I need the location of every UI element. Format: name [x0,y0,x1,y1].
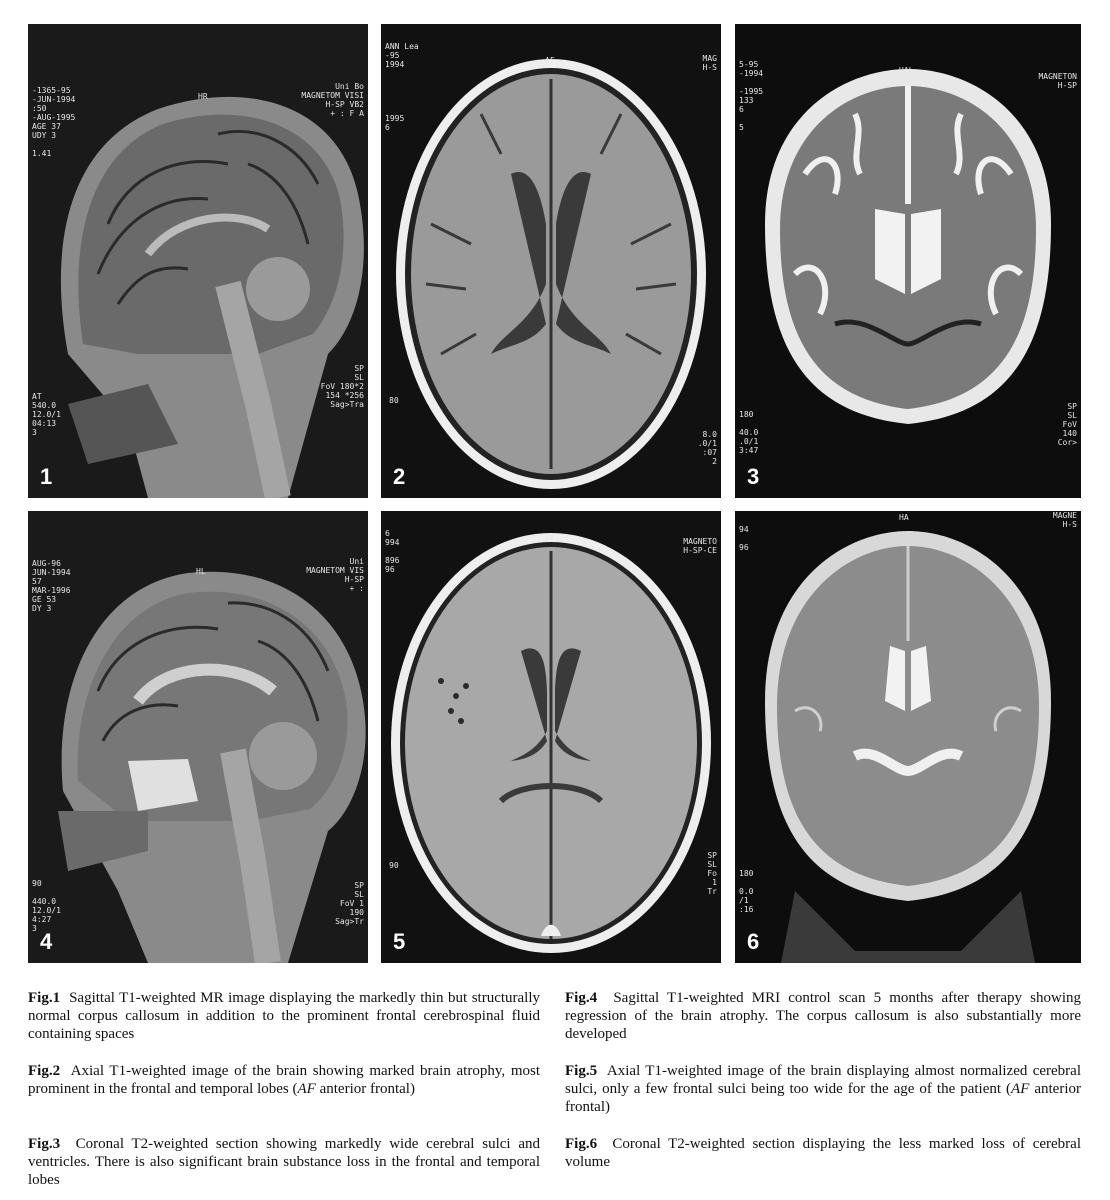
orientation-label: AF [545,56,555,65]
figure-5-axial-mri [381,511,721,963]
scan-info-top-left: AUG-96 JUN-1994 57 MAR-1996 GE 53 DY 3 [32,559,71,613]
caption-text: Axial T1-weighted image of the brain displaying almost normalized cerebral sulci, only a few frontal sulci being too wide for the age of the patient ( [565,1063,1081,1097]
caption-text-end: anterior frontal) [315,1081,415,1097]
caption-fig-5 [565,1062,1081,1116]
axial-brain-image [381,24,721,498]
figure-1-sagittal-mri [28,24,368,498]
scanner-info-top-right: Uni Bo MAGNETOM VISI H-SP VB2 + : F A [301,82,364,118]
caption-fig-6 [565,1135,1081,1171]
figure-number-label: 6 [747,929,760,954]
orientation-label: HAL [899,66,914,75]
scan-params-bottom-left: AT 540.0 12.0/1 04:13 3 [32,392,61,437]
caption-label: Fig.3 [28,1136,61,1152]
caption-text: Sagittal T1-weighted MRI control scan 5 months after therapy showing regression of the brain atrophy. The corpus callosum is also substantially more developed [565,990,1081,1042]
figure-number-label: 5 [393,929,406,954]
figure-3-coronal-mri [735,24,1081,498]
figure-number-label: 3 [747,464,760,489]
caption-text: Coronal T2-weighted section displaying the less marked loss of cerebral volume [565,1136,1082,1170]
caption-label: Fig.5 [565,1063,598,1079]
caption-label: Fig.2 [28,1063,61,1079]
scanner-info-top-right: MAGNETO H-SP-CE [683,537,717,555]
figure-number-label: 4 [40,929,53,954]
scan-params-bottom-left: 90 [389,861,399,870]
caption-label: Fig.4 [565,990,598,1006]
caption-abbreviation: AF [297,1081,316,1097]
scanner-info-top-right: MAGNETON H-SP [1038,72,1077,90]
figure-number-label: 1 [40,464,53,489]
caption-fig-1 [28,989,540,1043]
scan-info-top-left: 94 96 [739,525,749,552]
coronal-brain-image [735,24,1081,498]
caption-text-end: anterior frontal) [565,1081,1081,1115]
figure-number-label: 2 [393,464,406,489]
scan-params-bottom-right: SP SL FoV 1 190 Sag>Tr [335,881,364,926]
caption-fig-4 [565,989,1081,1043]
scanner-info-top-right: MAGNE H-S [1052,511,1077,529]
scanner-info-top-right: Uni MAGNETOM VIS H-SP + : [306,557,364,593]
scan-params-bottom-right: SP SL FoV 140 Cor> [1057,402,1077,447]
orientation-label: HL [196,567,206,576]
figure-6-coronal-mri [735,511,1081,963]
scan-params-bottom-right: SP SL FoV 180*2 154 *256 Sag>Tra [320,364,364,409]
scan-params-bottom-left: 90 440.0 12.0/1 4:27 3 [32,879,61,933]
scan-params-bottom-left: 180 0.0 /1 :16 [739,869,754,914]
scan-info-top-left: 5-95 -1994 -1995 133 6 5 [739,60,764,132]
axial-brain-image [381,511,721,963]
caption-text: Coronal T2-weighted section showing markedly wide cerebral sulci and ventricles. There is also significant brain substance loss in the frontal and temporal lobes [28,1136,540,1188]
caption-fig-2 [28,1062,540,1098]
scan-params-bottom-right: 8.0 .0/1 :07 2 [697,430,717,466]
scan-info-top-left: 6 994 896 96 [385,529,400,574]
scan-info-top-left: -1365-95 -JUN-1994 :50 -AUG-1995 AGE 37 UDY 3 1.41 [32,86,76,158]
caption-text: Sagittal T1-weighted MR image displaying the markedly thin but structurally normal corpus callosum in addition to the prominent frontal cerebrospinal fluid containing spaces [28,990,541,1042]
scan-params-bottom-right: SP SL Fo 1 Tr [707,851,717,896]
coronal-brain-image [735,511,1081,963]
caption-text: Axial T1-weighted image of the brain showing marked brain atrophy, most prominent in the frontal and temporal lobes ( [28,1063,540,1097]
orientation-label: AF [545,533,555,542]
caption-abbreviation: AF [1011,1081,1030,1097]
orientation-label: HR [198,92,208,101]
scan-params-bottom-left: 80 [389,396,399,405]
orientation-label: HA [899,513,909,522]
figure-4-sagittal-mri [28,511,368,963]
scan-params-bottom-left: 180 40.0 .0/1 3:47 [739,410,759,455]
scanner-info-top-right: MAG H-S [702,54,717,72]
figure-2-axial-mri [381,24,721,498]
caption-fig-3 [28,1135,540,1189]
scan-info-top-left: ANN Lea -95 1994 1995 6 [385,42,419,132]
caption-label: Fig.6 [565,1136,598,1152]
caption-label: Fig.1 [28,990,61,1006]
